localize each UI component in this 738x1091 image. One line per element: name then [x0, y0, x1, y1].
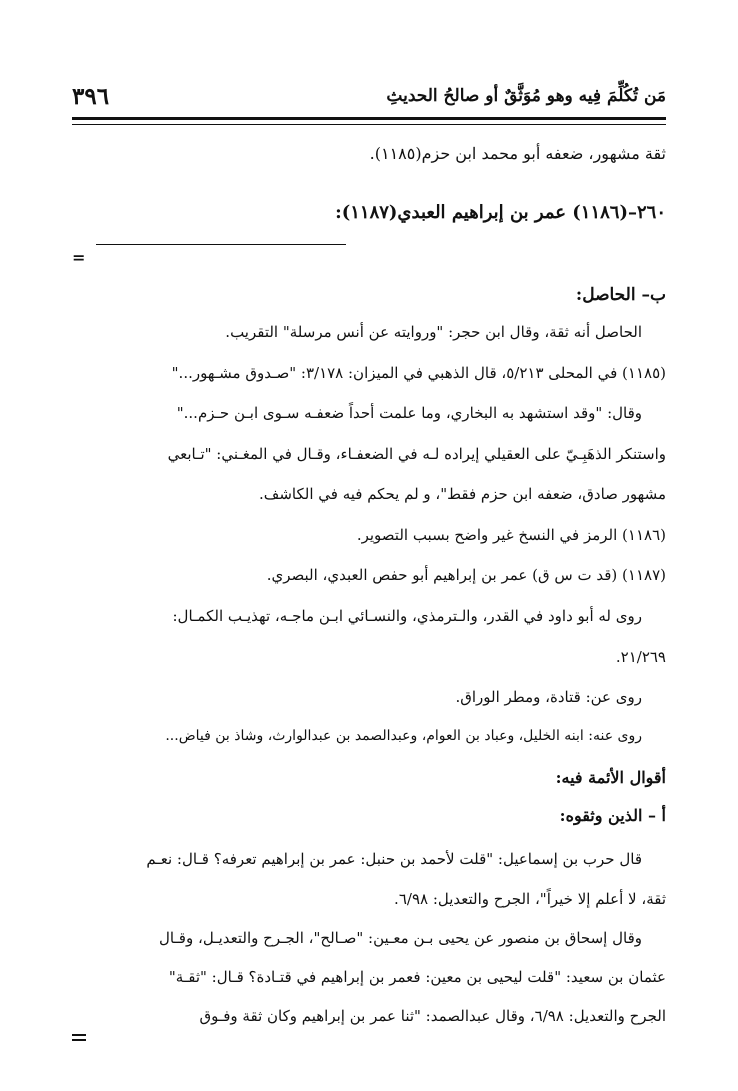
footnote-line: (١١٨٥) في المحلى ٥/٢١٣، قال الذهبي في الميزان: ٣/١٧٨: "صـدوق مشـهور..." [171, 364, 666, 382]
footnote-line: روى له أبو داود في القدر، والـترمذي، والنسـائي ابـن ماجـه، تهذيـب الكمـال: [172, 607, 642, 625]
text-line: الجرح والتعديل: ٦/٩٨، وقال عبدالصمد: "ثنا عمر بن إبراهيم وكان ثقة وفـوق [199, 1007, 666, 1025]
footnote-line: روى عن: قتادة، ومطر الوراق. [455, 688, 642, 706]
continuation-rule [72, 1034, 86, 1036]
section-heading: ب– الحاصل: [575, 285, 666, 305]
text-line: ثقة، لا أعلم إلا خيراً"، الجرح والتعديل: ٦/٩٨. [394, 890, 666, 908]
text-line: قال حرب بن إسماعيل: "قلت لأحمد بن حنبل: عمر بن إبراهيم تعرفه؟ قـال: نعـم [146, 850, 642, 868]
header-rule-thin [72, 124, 666, 125]
footnote-line: ٢١/٢٦٩. [615, 648, 666, 666]
footnote-line: (١١٨٧) (قد ت س ق) عمر بن إبراهيم أبو حفص العبدي، البصري. [266, 566, 666, 584]
text-line: ثقة مشهور، ضعفه أبو محمد ابن حزم(١١٨٥). [369, 144, 666, 163]
page-header [72, 78, 666, 114]
continuation-rule [72, 1039, 86, 1041]
header-rule-thick [72, 117, 666, 120]
footnote-line: روى عنه: ابنه الخليل، وعباد بن العوام، وعبدالصمد بن عبدالوارث، وشاذ بن فياض... [165, 728, 642, 744]
subsection-heading: أ – الذين وثقوه: [559, 806, 666, 825]
text-line: وقال إسحاق بن منصور عن يحيى بـن معـين: "صـالح"، الجـرح والتعديـل، وقـال [158, 929, 642, 947]
text-line: عثمان بن سعيد: "قلت ليحيى بن معين: فعمر بن إبراهيم في قتـادة؟ قـال: "ثقـة" [168, 968, 666, 986]
footnote-line: وقال: "وقد استشهد به البخاري، وما علمت أحداً ضعفـه سـوى ابـن حـزم..." [176, 404, 642, 422]
continuation-mark: = [72, 248, 86, 267]
subsection-heading: أقوال الأئمة فيه: [555, 768, 666, 787]
footnote-line: (١١٨٦) الرمز في النسخ غير واضح بسبب التصوير. [356, 526, 666, 544]
footnote-separator [96, 244, 346, 245]
footnote-line: مشهور صادق، ضعفه ابن حزم فقط"، و لم يحكم فيه في الكاشف. [259, 485, 666, 503]
entry-heading: ٢٦٠–(١١٨٦) عمر بن إبراهيم العبدي(١١٨٧): [335, 202, 666, 223]
running-title: مَن تُكُلِّمَ فِيه وهو مُوَثَّقٌ أو صالحُ الحديثِ [386, 86, 666, 106]
text-line: الحاصل أنه ثقة، وقال ابن حجر: "وروايته عن أنس مرسلة" التقريب. [225, 323, 642, 341]
footnote-line: واستنكر الذهَبِـيّ على العقيلي إيراده لـه في الضعفـاء، وقـال في المغـني: "تـابعي [167, 445, 666, 463]
page-number: ٣٩٦ [72, 82, 110, 110]
